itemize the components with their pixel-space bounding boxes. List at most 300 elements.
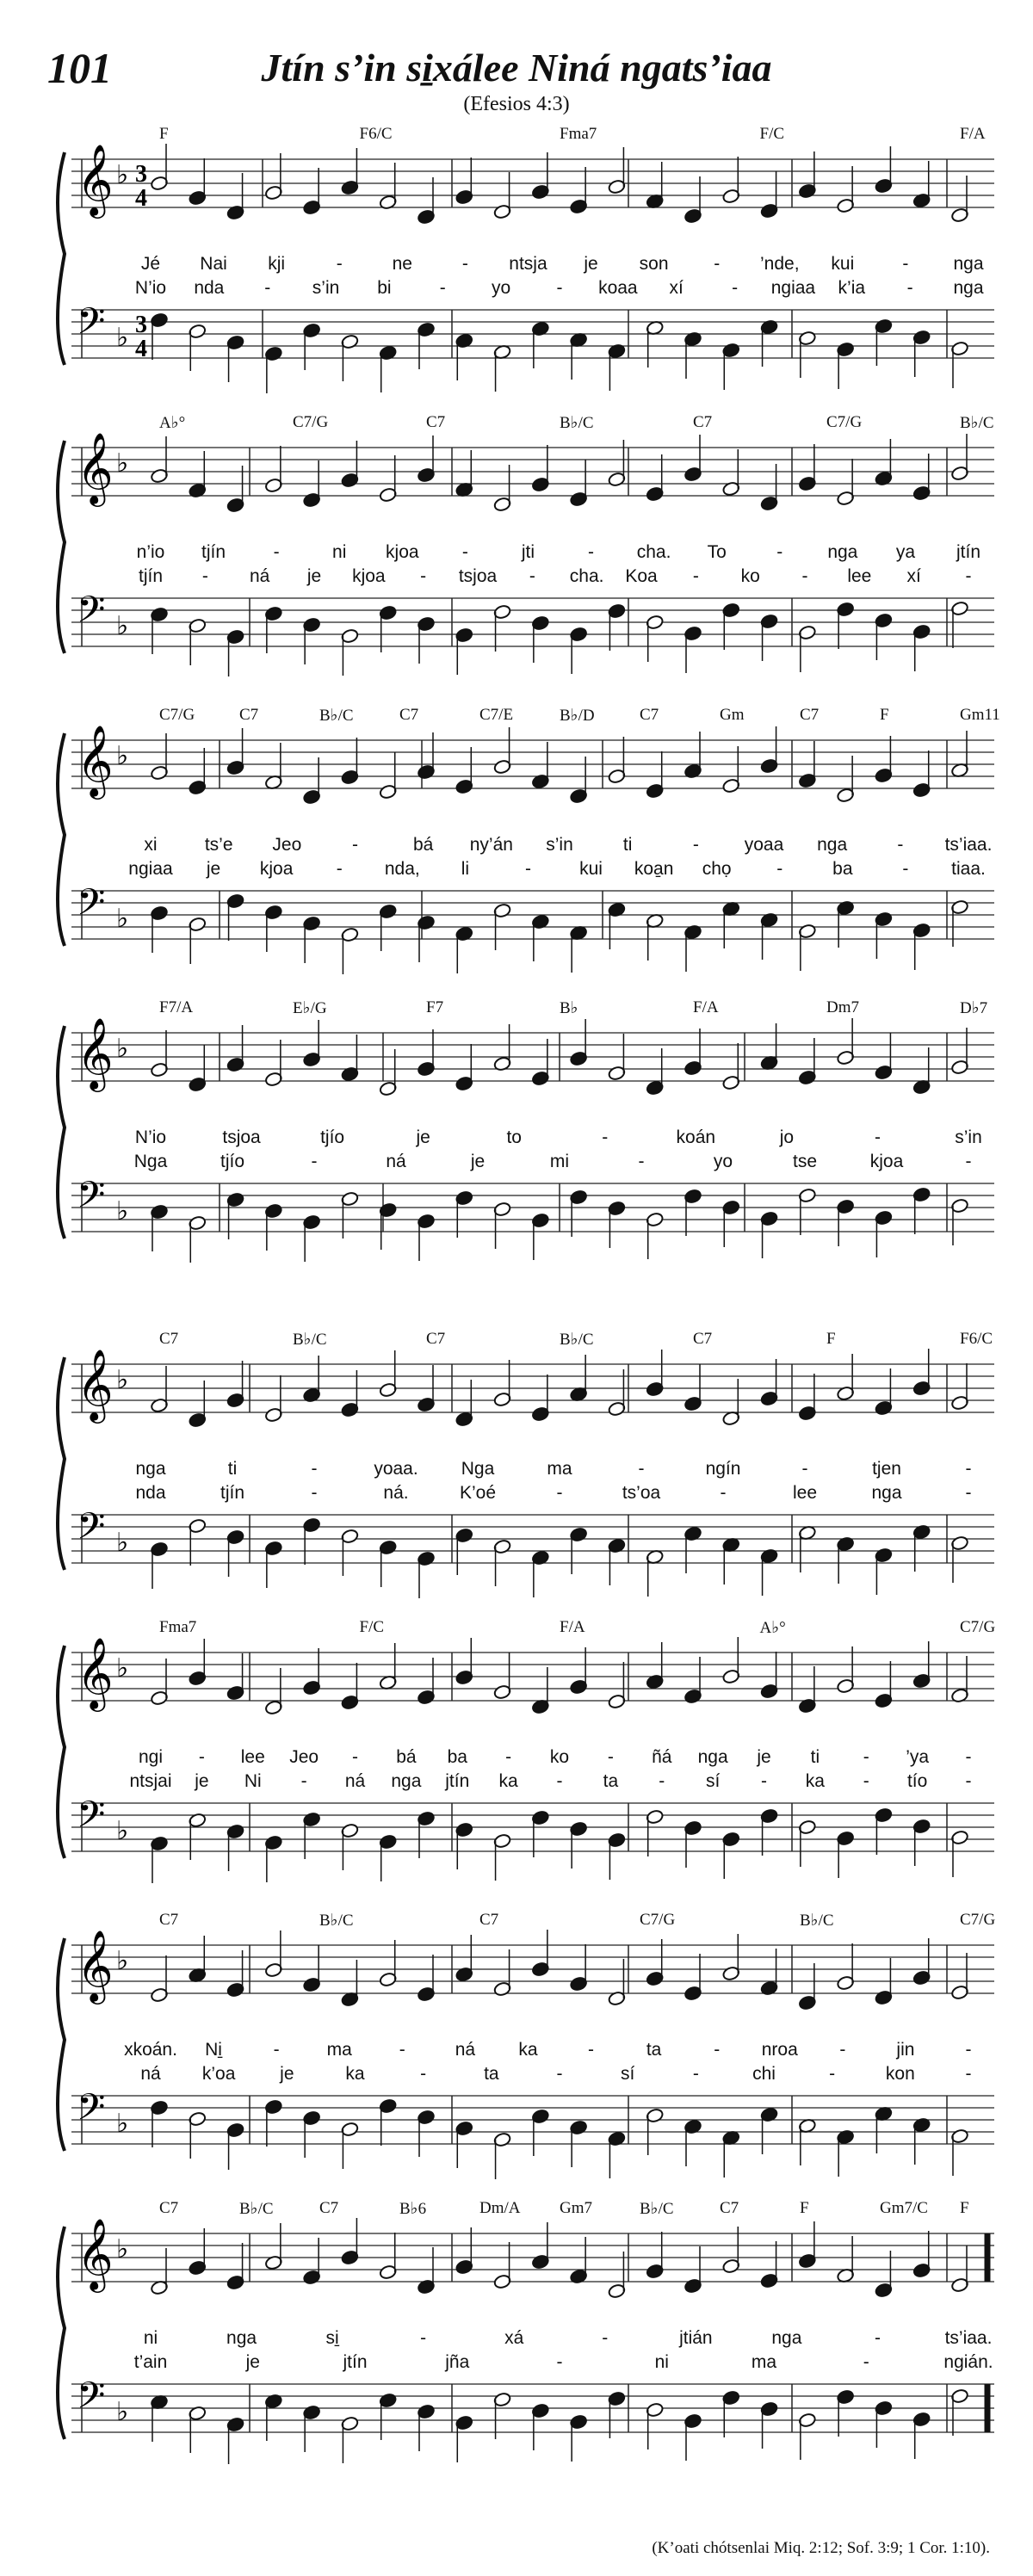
lyric-verse-2: ts’oa	[622, 1483, 661, 1503]
lyric-verse-1: nga	[827, 542, 858, 562]
lyric-verse-2: -	[311, 1152, 318, 1171]
lyric-verse-2: tse	[792, 1152, 818, 1171]
chord-symbol: F	[826, 1330, 836, 1348]
lyric-verse-1: koán	[676, 1127, 716, 1147]
treble-clef-icon: 𝄞	[77, 1348, 114, 1420]
lyric-verse-2: chi	[752, 2064, 776, 2084]
key-signature-flat-icon: ♭	[116, 1196, 129, 1226]
lyric-verse-2: ntsjai	[129, 1771, 172, 1791]
chord-symbol: C7	[693, 413, 713, 431]
bass-clef-icon: 𝄢	[77, 1174, 106, 1226]
lyric-verse-1: -	[336, 254, 343, 274]
lyric-verse-2: K’oé	[459, 1483, 497, 1503]
lyric-verse-1: s’in	[546, 835, 573, 855]
lyric-verse-2: -	[829, 2064, 836, 2084]
lyric-verse-2: kjoa	[259, 859, 294, 879]
lyric-verse-1: jtín	[956, 542, 981, 562]
lyric-verse-1: tsjoa	[222, 1127, 261, 1147]
lyric-verse-1: ntsja	[509, 254, 547, 274]
lyric-verse-1: -	[897, 835, 904, 855]
lyric-verse-2: -	[692, 2064, 699, 2084]
bass-clef-icon: 𝄢	[77, 300, 106, 352]
lyric-verse-2: -	[201, 566, 208, 586]
lyric-verse-2: nga	[953, 278, 984, 298]
lyric-verse-1: -	[965, 1459, 972, 1479]
chord-symbol: F7/A	[159, 998, 194, 1016]
chord-symbol: B♭	[560, 999, 578, 1017]
lyric-verse-2: -	[776, 859, 783, 879]
lyric-verse-1: je	[416, 1127, 430, 1147]
lyric-verse-1: -	[273, 2040, 280, 2060]
footer-reference: (K’oati chótsenlai Miq. 2:12; Sof. 3:9; 1 Cor. 1:10).	[652, 2539, 990, 2557]
lyric-verse-1: -	[273, 542, 280, 562]
lyric-verse-2: kjoa	[352, 566, 386, 586]
lyric-verse-2: je	[280, 2064, 294, 2084]
lyric-verse-2: nda	[135, 1483, 166, 1503]
lyric-verse-2: -	[556, 2064, 563, 2084]
lyric-verse-1: je	[584, 254, 598, 274]
lyric-verse-1: lee	[240, 1747, 265, 1767]
lyric-verse-2: N’io	[134, 278, 167, 298]
chord-symbol: B♭/C	[319, 1912, 354, 1930]
lyric-verse-2: -	[524, 859, 531, 879]
treble-clef-icon: 𝄞	[77, 143, 114, 215]
lyric-verse-2: Nga	[133, 1152, 168, 1171]
lyric-verse-1: xkoán.	[124, 2040, 177, 2060]
lyric-verse-2: -	[300, 1771, 307, 1791]
lyric-verse-1: xá	[504, 2328, 524, 2348]
chord-symbol: Dm/A	[479, 2199, 521, 2217]
lyric-verse-2: ngiaa	[128, 859, 173, 879]
lyric-verse-1: -	[965, 2040, 972, 2060]
lyric-verse-2: kui	[579, 859, 603, 879]
lyric-verse-2: ngiaa	[770, 278, 816, 298]
chord-symbol: B♭/C	[560, 1331, 594, 1349]
lyric-verse-1: ts’iaa.	[944, 835, 993, 855]
lyric-verse-2: -	[906, 278, 913, 298]
chord-symbol: C7	[159, 1330, 179, 1348]
lyric-verse-1: ti	[227, 1459, 238, 1479]
chord-symbol: A♭°	[159, 414, 186, 432]
key-signature-flat-icon: ♭	[116, 611, 129, 641]
lyric-verse-2: jtín	[343, 2352, 368, 2372]
lyric-verse-1: ne	[392, 254, 412, 274]
bass-clef-icon: 𝄢	[77, 589, 106, 640]
lyric-verse-2: -	[965, 2064, 972, 2084]
chord-symbol: F6/C	[960, 1330, 993, 1348]
chord-symbol: C7	[159, 2199, 179, 2217]
lyric-verse-1: -	[461, 542, 468, 562]
lyric-verse-2: yo	[492, 278, 511, 298]
lyric-verse-2: -	[420, 566, 427, 586]
lyric-verse-1: nga	[135, 1459, 166, 1479]
chord-symbol: Gm	[720, 706, 745, 724]
lyric-verse-2: tjín	[138, 566, 164, 586]
lyric-verse-2: cha.	[569, 566, 604, 586]
lyric-verse-2: -	[902, 859, 909, 879]
system-bracket	[58, 1026, 65, 1239]
lyric-verse-1: -	[874, 1127, 881, 1147]
key-signature-flat-icon: ♭	[116, 741, 129, 771]
staff-notation	[47, 706, 994, 981]
lyric-verse-1: -	[902, 254, 909, 274]
lyric-verse-1: ts’e	[204, 835, 233, 855]
lyric-verse-2: tsjoa	[458, 566, 498, 586]
lyric-verse-2: tío	[906, 1771, 928, 1791]
chord-symbol: C7	[693, 1330, 713, 1348]
chord-symbol: C7	[426, 1330, 446, 1348]
lyric-verse-2: -	[720, 1483, 727, 1503]
system-bracket	[58, 733, 65, 946]
lyric-verse-1: -	[714, 254, 721, 274]
lyric-verse-2: yo	[713, 1152, 733, 1171]
lyric-verse-1: ma	[326, 2040, 352, 2060]
lyric-verse-2: lee	[792, 1483, 818, 1503]
lyric-verse-1: ni	[332, 542, 347, 562]
treble-clef-icon: 𝄞	[77, 2217, 114, 2289]
system-bracket	[58, 441, 65, 653]
lyric-verse-1: -	[714, 2040, 721, 2060]
chord-symbol: C7/G	[960, 1911, 996, 1929]
chord-symbol: C7	[426, 413, 446, 431]
lyric-verse-1: -	[461, 254, 468, 274]
lyric-verse-2: -	[965, 1483, 972, 1503]
lyric-verse-1: jo	[779, 1127, 795, 1147]
lyric-verse-2: chọ	[702, 859, 732, 879]
key-signature-flat-icon: ♭	[116, 1528, 129, 1558]
lyric-verse-1: nga	[771, 2328, 802, 2348]
staff-notation	[47, 1330, 994, 1605]
lyric-verse-2: ni	[654, 2352, 669, 2372]
treble-clef-icon: 𝄞	[77, 1929, 114, 2001]
chord-symbol: B♭6	[399, 2200, 427, 2218]
key-signature-flat-icon: ♭	[116, 2397, 129, 2427]
bass-clef-icon: 𝄢	[77, 2375, 106, 2426]
lyric-verse-1: -	[420, 2328, 427, 2348]
chord-symbol: C7	[159, 1911, 179, 1929]
lyric-verse-1: nga	[697, 1747, 728, 1767]
lyric-verse-1: nroa	[761, 2040, 798, 2060]
chord-symbol: A♭°	[759, 1619, 786, 1637]
lyric-verse-1: ná	[455, 2040, 476, 2060]
lyric-verse-2: nga	[391, 1771, 422, 1791]
lyric-verse-2: kjoa	[869, 1152, 904, 1171]
lyric-verse-2: mi	[549, 1152, 570, 1171]
lyric-verse-1: -	[965, 1747, 972, 1767]
chord-symbol: F	[159, 125, 169, 143]
treble-clef-icon: 𝄞	[77, 1016, 114, 1089]
lyric-verse-2: ná	[386, 1152, 406, 1171]
lyric-verse-1: nga	[226, 2328, 257, 2348]
chord-symbol: C7	[399, 706, 419, 724]
chord-symbol: C7/G	[960, 1618, 996, 1636]
chord-symbol: B♭/C	[800, 1912, 834, 1930]
lyric-verse-2: -	[529, 566, 535, 586]
lyric-verse-1: -	[602, 1127, 609, 1147]
lyric-verse-1: jin	[896, 2040, 915, 2060]
chord-symbol: F/C	[759, 125, 785, 143]
lyric-verse-1: ni	[143, 2328, 158, 2348]
lyric-verse-1: ngín	[705, 1459, 741, 1479]
lyric-verse-1: N’io	[134, 1127, 167, 1147]
lyric-verse-1: -	[588, 542, 595, 562]
lyric-verse-2: nga	[871, 1483, 902, 1503]
chord-symbol: C7/G	[826, 413, 863, 431]
chord-symbol: B♭/C	[293, 1331, 327, 1349]
lyric-verse-1: to	[506, 1127, 522, 1147]
treble-clef-icon: 𝄞	[77, 431, 114, 503]
lyric-verse-2: -	[863, 2352, 869, 2372]
lyric-verse-1: ny’án	[469, 835, 513, 855]
chord-symbol: E♭/G	[293, 999, 327, 1017]
lyric-verse-1: ka	[518, 2040, 538, 2060]
lyric-verse-1: Nga	[461, 1459, 495, 1479]
lyric-verse-1: ta	[646, 2040, 662, 2060]
chord-symbol: F/A	[560, 1618, 585, 1636]
lyric-verse-1: tjío	[320, 1127, 345, 1147]
lyric-verse-2: ná	[249, 566, 270, 586]
lyric-verse-2: sí	[620, 2064, 635, 2084]
lyric-verse-1: son	[639, 254, 669, 274]
lyric-verse-2: -	[556, 1483, 563, 1503]
key-signature-flat-icon: ♭	[116, 160, 129, 190]
lyric-verse-2: -	[556, 278, 563, 298]
lyric-verse-2: -	[264, 278, 271, 298]
chord-symbol: B♭/C	[960, 414, 994, 432]
lyric-verse-1: Jé	[140, 254, 161, 274]
lyric-verse-1: -	[839, 2040, 846, 2060]
lyric-verse-1: -	[863, 1747, 869, 1767]
lyric-verse-2: -	[965, 1771, 972, 1791]
lyric-verse-1: -	[602, 2328, 609, 2348]
time-signature-bottom: 4	[135, 185, 147, 212]
hymn-title: Jtín s’in si̱xálee Niná ngats’iaa	[261, 46, 772, 90]
lyric-verse-1: tjín	[201, 542, 226, 562]
lyric-verse-2: sí	[705, 1771, 721, 1791]
chord-symbol: C7	[319, 2199, 339, 2217]
lyric-verse-2: -	[638, 1152, 645, 1171]
scripture-reference: (Efesios 4:3)	[463, 93, 570, 115]
lyric-verse-2: -	[556, 2352, 563, 2372]
system-bracket	[58, 1938, 65, 2151]
lyric-verse-2: ta	[484, 2064, 499, 2084]
lyric-verse-1: -	[801, 1459, 808, 1479]
chord-symbol: F/A	[960, 125, 986, 143]
lyric-verse-2: tjín	[220, 1483, 245, 1503]
lyric-verse-2: -	[761, 1771, 767, 1791]
lyric-verse-2: -	[556, 1771, 563, 1791]
lyric-verse-1: ya	[895, 542, 916, 562]
chord-symbol: B♭/C	[239, 2200, 274, 2218]
key-signature-flat-icon: ♭	[116, 1365, 129, 1395]
lyric-verse-1: bá	[412, 835, 434, 855]
lyric-verse-2: ná	[140, 2064, 161, 2084]
lyric-verse-1: ’ya	[906, 1747, 930, 1767]
lyric-verse-2: lee	[847, 566, 872, 586]
lyric-verse-2: ma	[751, 2352, 777, 2372]
key-signature-flat-icon: ♭	[116, 1946, 129, 1976]
lyric-verse-1: yoaa.	[374, 1459, 418, 1479]
lyric-verse-1: Ni̱	[205, 2040, 222, 2060]
lyric-verse-1: ma	[547, 1459, 572, 1479]
bass-clef-icon: 𝄢	[77, 881, 106, 933]
chord-symbol: B♭/C	[319, 707, 354, 725]
chord-symbol: F	[960, 2199, 969, 2217]
key-signature-flat-icon: ♭	[116, 323, 129, 353]
lyric-verse-2: -	[692, 566, 699, 586]
lyric-verse-2: koa̱n	[634, 859, 674, 879]
lyric-verse-1: -	[352, 835, 358, 855]
lyric-verse-1: tjen	[872, 1459, 901, 1479]
lyric-verse-1: jtián	[679, 2328, 713, 2348]
lyric-verse-2: koaa	[598, 278, 638, 298]
lyric-verse-1: ngi	[138, 1747, 164, 1767]
lyric-verse-2: s’in	[312, 278, 340, 298]
lyric-verse-1: -	[607, 1747, 614, 1767]
lyric-verse-2: ta	[603, 1771, 619, 1791]
chord-symbol: Fma7	[560, 125, 597, 143]
chord-symbol: Gm7	[560, 2199, 592, 2217]
lyric-verse-1: nga	[953, 254, 984, 274]
lyric-verse-2: k’oa	[201, 2064, 236, 2084]
lyric-verse-1: -	[588, 2040, 595, 2060]
lyric-verse-2: je	[206, 859, 221, 879]
lyric-verse-2: xí	[906, 566, 921, 586]
lyric-verse-1: ’nde,	[759, 254, 800, 274]
lyric-verse-2: je	[306, 566, 322, 586]
lyric-verse-2: -	[965, 1152, 972, 1171]
bass-clef-icon: 𝄢	[77, 1794, 106, 1845]
lyric-verse-1: ñá	[652, 1747, 672, 1767]
chord-symbol: F	[800, 2199, 809, 2217]
lyric-verse-2: li	[461, 859, 470, 879]
lyric-verse-2: Koa	[625, 566, 658, 586]
lyric-verse-1: ko	[549, 1747, 570, 1767]
key-signature-flat-icon: ♭	[116, 904, 129, 934]
system-bracket	[58, 1646, 65, 1858]
key-signature-flat-icon: ♭	[116, 1034, 129, 1064]
lyric-verse-2: ná.	[383, 1483, 409, 1503]
lyric-verse-2: -	[801, 566, 808, 586]
chord-symbol: D♭7	[960, 999, 988, 1017]
lyric-verse-2: -	[863, 1771, 869, 1791]
lyric-verse-1: je	[757, 1747, 771, 1767]
chord-symbol: C7/G	[159, 706, 195, 724]
lyric-verse-1: s’in	[955, 1127, 982, 1147]
chord-symbol: C7	[720, 2199, 739, 2217]
lyric-verse-2: ko	[740, 566, 760, 586]
lyric-verse-1: ba	[447, 1747, 467, 1767]
lyric-verse-1: -	[399, 2040, 405, 2060]
lyric-verse-1: -	[638, 1459, 645, 1479]
lyric-verse-2: jña	[445, 2352, 470, 2372]
chord-symbol: C7	[239, 706, 259, 724]
chord-symbol: C7	[800, 706, 820, 724]
chord-symbol: Fma7	[159, 1618, 197, 1636]
lyric-verse-1: nga	[817, 835, 848, 855]
chord-symbol: F/A	[693, 998, 719, 1016]
lyric-verse-1: Nai	[200, 254, 227, 274]
lyric-verse-2: tjío	[220, 1152, 245, 1171]
lyric-verse-1: -	[776, 542, 783, 562]
treble-clef-icon: 𝄞	[77, 1636, 114, 1708]
treble-clef-icon: 𝄞	[77, 724, 114, 796]
chord-symbol: C7	[640, 706, 659, 724]
lyric-verse-2: Ni	[244, 1771, 262, 1791]
key-signature-flat-icon: ♭	[116, 2109, 129, 2139]
lyric-verse-2: bi	[377, 278, 392, 298]
lyric-verse-2: ná	[344, 1771, 366, 1791]
key-signature-flat-icon: ♭	[116, 1816, 129, 1846]
lyric-verse-2: ba	[832, 859, 853, 879]
lyric-verse-2: je	[470, 1152, 486, 1171]
lyric-verse-1: ts’iaa.	[944, 2328, 993, 2348]
chord-symbol: F	[880, 706, 889, 724]
lyric-verse-2: -	[439, 278, 446, 298]
lyric-verse-1: To	[707, 542, 727, 562]
lyric-verse-1: bá	[396, 1747, 417, 1767]
lyric-verse-2: ka	[498, 1771, 518, 1791]
lyric-verse-2: -	[336, 859, 343, 879]
lyric-verse-1: -	[505, 1747, 512, 1767]
chord-symbol: C7	[479, 1911, 499, 1929]
lyric-verse-2: nda	[194, 278, 225, 298]
lyric-verse-1: -	[352, 1747, 358, 1767]
lyric-verse-1: kjoa	[386, 542, 419, 562]
lyric-verse-2: je	[245, 2352, 260, 2372]
chord-symbol: Dm7	[826, 998, 859, 1016]
lyric-verse-2: nda,	[384, 859, 420, 879]
time-signature-bottom: 4	[135, 336, 147, 362]
lyric-verse-1: -	[311, 1459, 318, 1479]
chord-symbol: F6/C	[359, 125, 393, 143]
bass-clef-icon: 𝄢	[77, 2086, 106, 2138]
lyric-verse-2: ngián.	[943, 2352, 993, 2372]
chord-symbol: Gm11	[960, 706, 1000, 724]
lyric-verse-2: jtín	[445, 1771, 470, 1791]
time-signature-top: 3	[135, 312, 147, 338]
chord-symbol: B♭/C	[640, 2200, 674, 2218]
system-bracket	[58, 2227, 65, 2439]
chord-symbol: F/C	[359, 1618, 385, 1636]
chord-symbol: Gm7/C	[880, 2199, 928, 2217]
lyric-verse-2: -	[420, 2064, 427, 2084]
lyric-verse-2: -	[732, 278, 739, 298]
lyric-verse-1: Jeo	[289, 1747, 319, 1767]
lyric-verse-1: jti	[521, 542, 535, 562]
lyric-verse-2: -	[659, 1771, 665, 1791]
lyric-verse-2: je	[195, 1771, 209, 1791]
lyric-verse-1: -	[198, 1747, 205, 1767]
lyric-verse-1: ti	[622, 835, 633, 855]
lyric-verse-1: Jeo	[272, 835, 302, 855]
lyric-verse-2: -	[311, 1483, 318, 1503]
lyric-verse-1: -	[874, 2328, 881, 2348]
lyric-verse-2: tiaa.	[951, 859, 986, 879]
system-bracket	[58, 1357, 65, 1570]
time-signature-top: 3	[135, 161, 147, 188]
lyric-verse-1: kui	[831, 254, 855, 274]
lyric-verse-1: xi	[144, 835, 158, 855]
staff-notation	[47, 1618, 994, 1893]
lyric-verse-1: si̱	[325, 2328, 339, 2348]
chord-symbol: B♭/C	[560, 414, 594, 432]
lyric-verse-1: -	[692, 835, 699, 855]
lyric-verse-2: xí	[669, 278, 684, 298]
bass-clef-icon: 𝄢	[77, 1505, 106, 1557]
lyric-verse-2: -	[965, 566, 972, 586]
chord-symbol: B♭/D	[560, 707, 595, 725]
